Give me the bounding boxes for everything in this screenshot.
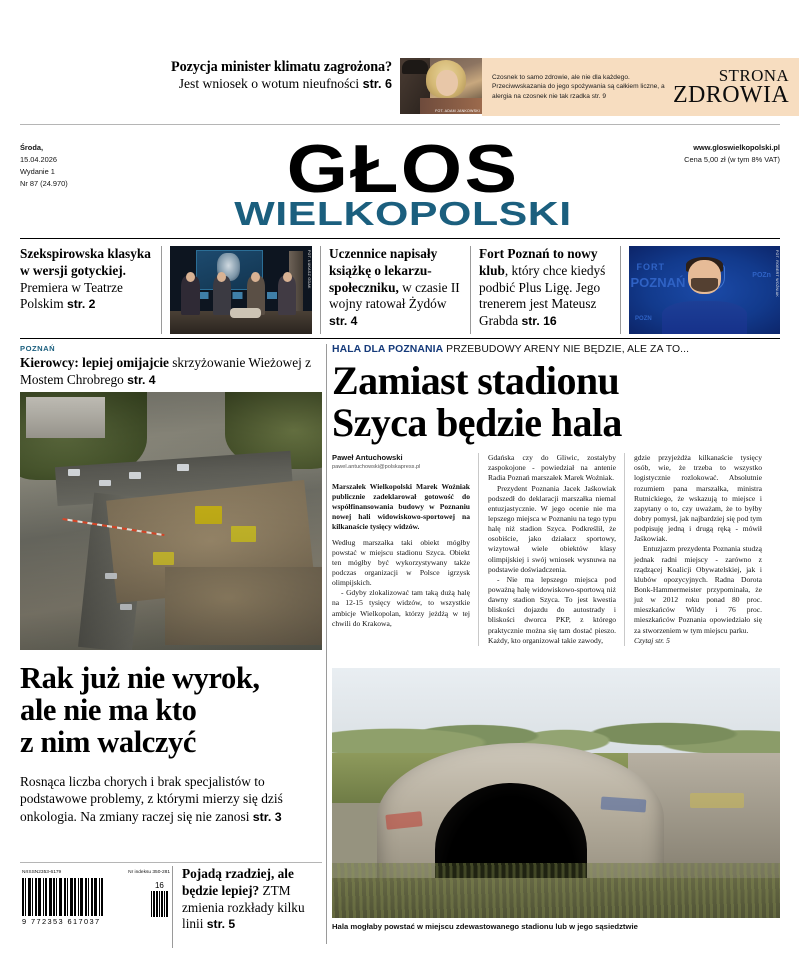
teaser-teatr-page: str. 2 xyxy=(66,297,96,312)
col3-paragraph-2: Entuzjazm prezydenta Poznania studzą jednak radni miejscy - zarówno z rządzącej Koalicji Obywatelskiej, jak i klubów opozycyjnych. Radna Dorota Bonk-Hammermeister przypominała, że już w 2012 roku ponad 80 proc. mieszkańców Wildy i 76 proc. mieszkańców Poznania opowiedziało się za stworzeniem w tym miejscu parku. xyxy=(634,544,762,635)
col2-paragraph-2: Prezydent Poznania Jacek Jaśkowiak podszedł do deklaracji marszałka niemal entuzjastycznie. W jego ocenie nie ma lepszego miejsca w Poznaniu na tego typu halę niż stadion Szyca. Podkreślił, że osobiście, jako działacz sportowy, wizytował wiele obiektów klasy olimpijskiej i swój wniosek wysnuwa na podstawie doświadczenia. xyxy=(488,483,616,574)
main-story[interactable] xyxy=(332,344,780,646)
teatr-thumbnail xyxy=(170,246,312,334)
teaser-uczennice[interactable] xyxy=(329,246,462,334)
rak-headline-line3: z nim walczyć xyxy=(20,725,197,760)
strona-zdrowia-logo-line1: STRONA xyxy=(718,66,790,86)
secondary-teaser-row xyxy=(20,246,780,334)
col1-paragraph-1: Według marszałka taki obiekt mógłby powstać w miejscu stadionu Szyca. Obiekt ten mógłby być wykorzystywany także podczas organizacji w Polsce igrzysk olimpijskich. xyxy=(332,537,470,588)
teaser-fort-page: str. 16 xyxy=(521,314,557,328)
body-column-1 xyxy=(332,453,470,646)
col3-paragraph-1: gdzie przyjeżdża kilkanaście tysięcy osób, wie, że trzeba to wszystko logistycznie rozlokować. Absolutnie rozumiem pana marszałka, ministra Rutnickiego, że wskazują to miejsce i zapytany o to, czy uważam, że to byłby dobry pomysł, jak najbardziej się pod tym podpisuję jedną i drugą ręką - mówił Jaśkowiak. xyxy=(634,453,762,544)
teaser-fort-poznan[interactable] xyxy=(479,246,612,334)
rak-lead-page: str. 3 xyxy=(252,809,282,824)
teaser-divider-1 xyxy=(161,246,162,334)
logo-glos: GŁOS xyxy=(286,131,520,207)
teaser-uczennice-bold: Uczennice napisały książkę o lekarzu-społeczniku, xyxy=(329,246,438,295)
main-vertical-divider xyxy=(326,344,327,944)
teaser-teatr[interactable] xyxy=(20,246,153,334)
rak-lead-text: Rosnąca liczba chorych i brak specjalistów to podstawowe problemy, z którymi mierzy się dziś onkologia. Na zmiany raczej się nie zanosi xyxy=(20,773,283,824)
fort-wall-text-1: FORT xyxy=(636,261,666,272)
main-story-lead: Marszałek Wielkopolski Marek Woźniak publicznie zadeklarował gotowość do współfinansowania budowy w Poznaniu nowej hali widowiskowo-sportowej na kilkanaście tysięcy widzów. xyxy=(332,481,470,532)
teaser-divider-2 xyxy=(320,246,321,334)
teaser-strona-zdrowia[interactable] xyxy=(482,58,799,116)
teaser-uczennice-page: str. 4 xyxy=(329,314,358,328)
minister-photo xyxy=(400,58,482,114)
strona-zdrowia-logo-line2: ZDROWIA xyxy=(673,81,790,108)
col2-paragraph-1: Gdańska czy do Gliwic, zostałyby zaspokojone - powiedział na antenie Radia Poznań marszałek Marek Woźniak. xyxy=(488,453,616,483)
fort-thumbnail-credit: FOT. ROBERT WOŹNIAK xyxy=(775,250,779,298)
issue-mini-block xyxy=(151,882,168,917)
fort-wall-text-2: POZNAŃ xyxy=(630,275,686,291)
main-kicker-rest: PRZEBUDOWY ARENY NIE BĘDZIE, ALE ZA TO... xyxy=(443,344,690,355)
main-story-columns xyxy=(332,453,780,646)
barcode xyxy=(20,878,172,916)
minister-teaser-page: str. 6 xyxy=(362,76,392,91)
ztm-teaser-text xyxy=(182,866,322,933)
ztm-teaser-page: str. 5 xyxy=(206,917,236,932)
left-teaser-rest: skrzyżowanie Wieżowej z Mostem Chrobrego xyxy=(20,355,312,387)
teaser-divider-3 xyxy=(470,246,471,334)
teaser-uczennice-text xyxy=(329,246,462,330)
teaser-divider-4 xyxy=(620,246,621,334)
teaser-teatr-text xyxy=(20,246,153,313)
fort-poznan-thumbnail xyxy=(629,246,780,334)
stadion-photo-caption: Hala mogłaby powstać w miejscu zdewastowanego stadionu lub w jego sąsiedztwie xyxy=(332,922,638,931)
teaser-uczennice-rest: w czasie II wojny ratował Żydów xyxy=(329,279,460,312)
logo-wielkopolski: WIELKOPOLSKI xyxy=(234,194,572,232)
fort-wall-text-4: POZN xyxy=(635,315,652,322)
left-teaser-bold: Kierowcy: lepiej omijajcie xyxy=(20,355,169,370)
ztm-teaser-bold: Pojadą rzadziej, ale będzie lepiej? xyxy=(182,866,294,898)
edition: Wydanie 1 xyxy=(20,166,55,176)
main-headline-line1: Zamiast stadionu xyxy=(332,358,620,403)
website-url[interactable]: www.gloswielkopolski.pl xyxy=(693,143,780,152)
teaser-minister-klimatu[interactable] xyxy=(20,58,400,116)
left-teaser-page: str. 4 xyxy=(127,372,156,387)
main-headline-line2: Szyca będzie hala xyxy=(332,399,622,445)
weekday: Środa, xyxy=(20,143,43,152)
minister-photo-credit: FOT. ADAM JANKOWSKI xyxy=(435,109,480,113)
teaser-fort-rest: , który chce kiedyś podbić Plus Ligę. Jego trenerem jest Mateusz Grabda xyxy=(479,262,606,328)
col2-paragraph-3: - Nie ma lepszego miejsca pod poważną halę widowiskowo-sportową niż dawny stadion Szyca. To jest kwestia bliskości dojazdu do autostrady i bliskości dworca PKP, z którego praktycznie można się tam dostać pieszo. Każdy, kto organizował takie zawody, xyxy=(488,574,616,645)
col1-paragraph-2: - Gdyby zlokalizować tam taką dużą halę na 12-15 tysięcy widzów, to wszystkie ambicje Wielkopolan, którzy jeżdżą w tej chwili do Krakowa, xyxy=(332,588,470,628)
barcode-cell xyxy=(20,866,172,948)
issn-number: NrISSN2353-6179 xyxy=(22,870,62,875)
divider-under-teaser-row xyxy=(20,338,780,339)
barcode-digits: 9 772353 617037 xyxy=(22,917,101,926)
footer-row xyxy=(20,866,322,948)
teaser-ztm[interactable] xyxy=(172,866,322,948)
road-construction-photo xyxy=(20,392,322,650)
teatr-thumbnail-credit: FOT. ŁUKASZ GDAK xyxy=(307,250,311,289)
teaser-teatr-rest: Premiera w Teatrze Polskim xyxy=(20,279,123,312)
author-email[interactable]: pawel.antuchowski@polskapress.pl xyxy=(332,464,421,471)
rak-headline xyxy=(20,662,322,759)
article-rak-teaser[interactable] xyxy=(20,662,322,826)
body-column-2 xyxy=(478,453,616,646)
strona-zdrowia-logo xyxy=(673,68,789,106)
minister-teaser-subline: Jest wniosek o wotum nieufności str. 6 xyxy=(178,75,392,91)
read-more-link[interactable]: Czytaj str. 5 xyxy=(634,635,670,645)
top-teaser-strip xyxy=(0,0,800,132)
strona-zdrowia-lead: Czosnek to samo zdrowie, ale nie dla każdego. Przeciwwskazania do jego spożywania są całkiem liczne, a alergia na czosnek nie tak rzadka str. 9 xyxy=(492,73,665,100)
masthead xyxy=(0,132,800,242)
divider-under-masthead xyxy=(20,238,780,239)
issue-mini-number: 16 xyxy=(154,881,164,890)
index-number: Nr indeksu 350-281 xyxy=(128,870,170,875)
left-column-teaser[interactable] xyxy=(20,344,322,388)
teaser-teatr-bold: Szekspirowska klasyka w wersji gotyckiej. xyxy=(20,246,151,278)
left-kicker-poznan: POZNAŃ xyxy=(20,344,56,353)
teaser-fort-bold: Fort Poznań to nowy klub xyxy=(479,246,598,278)
masthead-logo[interactable] xyxy=(0,131,800,232)
issue-number: Nr 87 (24.970) xyxy=(20,178,68,188)
main-story-kicker xyxy=(332,344,780,355)
date: 15.04.2026 xyxy=(20,154,57,164)
rak-lead xyxy=(20,773,322,826)
minister-teaser-headline: Pozycja minister klimatu zagrożona? xyxy=(171,59,392,75)
rak-headline-line1: Rak już nie wyrok, xyxy=(20,661,260,695)
teaser-fort-text xyxy=(479,246,612,330)
price: Cena 5,00 zł (w tym 8% VAT) xyxy=(684,154,780,164)
rak-headline-line2: ale nie ma kto xyxy=(20,693,197,728)
ztm-teaser-rest: ZTM zmienia rozkłady kilku linii xyxy=(182,882,305,932)
author-name: Paweł Antuchowski xyxy=(332,453,403,463)
main-story-headline xyxy=(332,360,780,443)
fort-wall-text-3: POZn xyxy=(752,272,771,280)
body-column-3 xyxy=(624,453,762,646)
main-kicker-bold: HALA DLA POZNANIA xyxy=(332,344,444,355)
stadion-szyca-photo xyxy=(332,668,780,918)
left-teaser-text xyxy=(20,355,322,388)
divider-above-footer xyxy=(20,862,322,863)
divider-under-top-strip xyxy=(20,124,780,125)
